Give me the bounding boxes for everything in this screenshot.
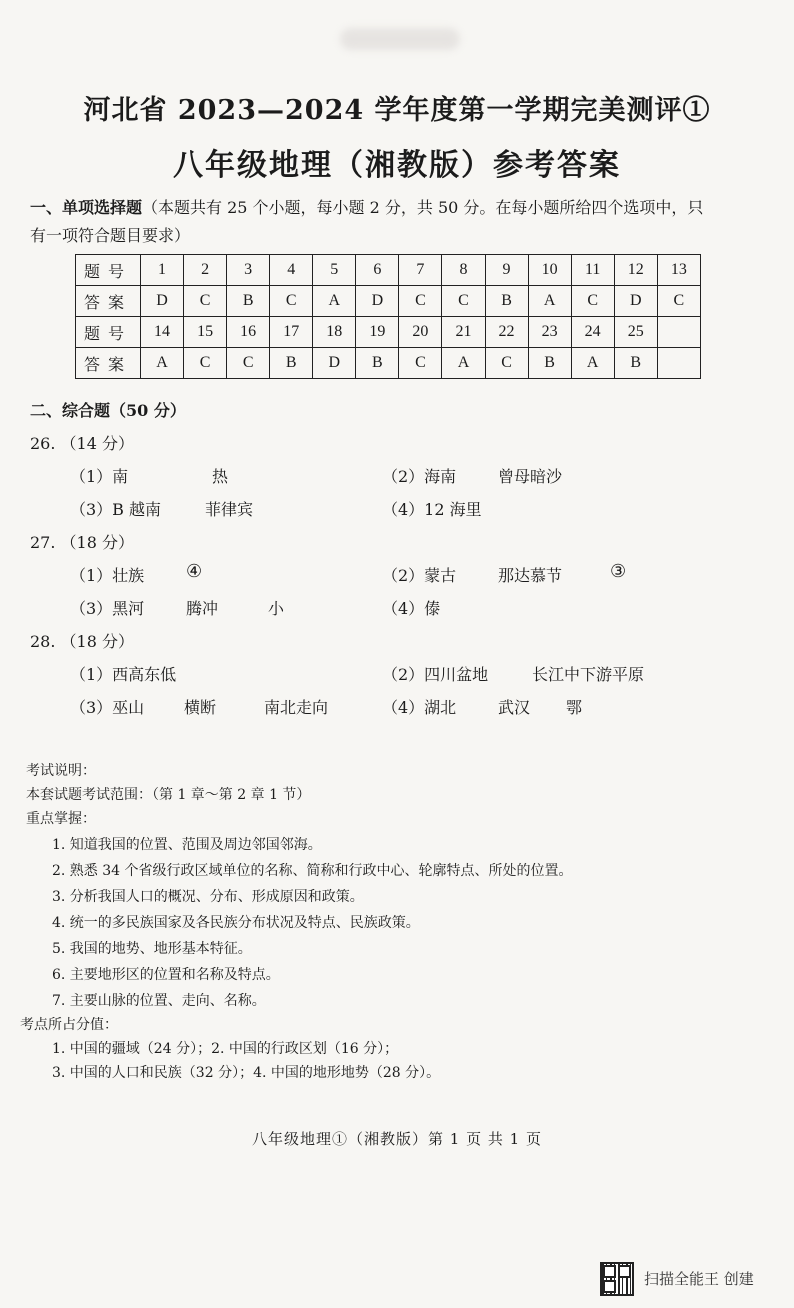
q28-answer4c: 鄂 — [566, 698, 583, 717]
focus-item: 6. 主要地形区的位置和名称及特点。 — [52, 967, 280, 983]
table-row — [76, 255, 701, 286]
answer-cell: D — [356, 286, 399, 317]
q28-label: 28. （18 分） — [30, 632, 134, 651]
q27-answer1: （1）壮族 — [70, 566, 145, 585]
q26-answer1b: 热 — [212, 467, 229, 486]
page-subtitle: 八年级地理（湘教版）参考答案 — [173, 148, 621, 183]
answer-cell: C — [442, 286, 485, 317]
question-number: 1 — [141, 255, 184, 286]
q27-answer1b: ④ — [186, 561, 203, 582]
q28-row1 — [0, 662, 794, 684]
score-title: 考点所占分值： — [20, 1017, 118, 1033]
answer-cell: B — [614, 348, 657, 379]
answer-cell: A — [571, 348, 614, 379]
q27-answer2b: 那达慕节 — [498, 566, 563, 585]
question-number: 25 — [614, 317, 657, 348]
question-number-label: 题号 — [76, 317, 141, 348]
answer-cell: B — [485, 286, 528, 317]
answer-cell: C — [657, 286, 700, 317]
q26-answer2b: 曾母暗沙 — [498, 467, 563, 486]
q27-row1 — [0, 563, 794, 585]
q28-answer1: （1）西高东低 — [70, 665, 177, 684]
score-line: 3. 中国的人口和民族（32 分）；4. 中国的地形地势（28 分）。 — [52, 1065, 441, 1081]
answer-cell: C — [399, 286, 442, 317]
answer-cell: C — [270, 286, 313, 317]
question-number-label: 题号 — [76, 255, 141, 286]
q28-answer4: （4）湖北 — [382, 698, 457, 717]
section1-desc-line1: （本题共有 25 个小题，每小题 2 分，共 50 分。在每小题所给四个选项中，只 — [142, 198, 704, 217]
table-row — [76, 348, 701, 379]
q27-answer3c: 小 — [268, 599, 285, 618]
table-row — [76, 286, 701, 317]
question-number: 11 — [571, 255, 614, 286]
q26-answer4: （4）12 海里 — [382, 500, 482, 519]
q28-answer3: （3）巫山 — [70, 698, 145, 717]
question-number: 8 — [442, 255, 485, 286]
q26-answer2: （2）海南 — [382, 467, 457, 486]
answer-cell: A — [141, 348, 184, 379]
answer-cell: C — [184, 348, 227, 379]
question-number: 23 — [528, 317, 571, 348]
focus-item: 4. 统一的多民族国家及各民族分布状况及特点、民族政策。 — [52, 915, 420, 931]
section1-heading — [30, 194, 774, 250]
answer-cell: C — [571, 286, 614, 317]
question-number: 12 — [614, 255, 657, 286]
question-number: 21 — [442, 317, 485, 348]
question-number: 9 — [485, 255, 528, 286]
q27-answer4: （4）傣 — [382, 599, 441, 618]
question-number: 22 — [485, 317, 528, 348]
qr-code-icon — [600, 1262, 634, 1296]
answer-cell — [657, 348, 700, 379]
answer-cell: B — [356, 348, 399, 379]
q28-row2 — [0, 695, 794, 717]
answer-cell: A — [528, 286, 571, 317]
scanner-brand: 扫描全能王 创建 — [644, 1270, 754, 1288]
q28-answer4b: 武汉 — [498, 698, 531, 717]
question-number: 24 — [571, 317, 614, 348]
page-footer: 八年级地理①（湘教版）第 1 页 共 1 页 — [252, 1130, 542, 1148]
q27-answer3: （3）黑河 — [70, 599, 145, 618]
answer-cell: B — [270, 348, 313, 379]
q26-answer3: （3）B 越南 — [70, 500, 162, 519]
section2-heading: 二、综合题（50 分） — [30, 401, 186, 420]
answer-table — [75, 254, 701, 379]
question-number: 6 — [356, 255, 399, 286]
question-number — [657, 317, 700, 348]
question-number: 2 — [184, 255, 227, 286]
q28-answer3c: 南北走向 — [264, 698, 329, 717]
question-number: 7 — [399, 255, 442, 286]
q26-label: 26. （14 分） — [30, 434, 134, 453]
q27-answer2: （2）蒙古 — [382, 566, 457, 585]
answer-cell: D — [614, 286, 657, 317]
q26-row1 — [0, 464, 794, 486]
answer-cell: A — [442, 348, 485, 379]
answer-cell: D — [313, 348, 356, 379]
answer-label: 答案 — [76, 286, 141, 317]
question-number: 4 — [270, 255, 313, 286]
answer-cell: C — [184, 286, 227, 317]
answer-cell: C — [485, 348, 528, 379]
scan-smudge — [340, 28, 460, 50]
section1-desc-line2: 有一项符合题目要求） — [30, 226, 191, 245]
question-number: 10 — [528, 255, 571, 286]
q26-answer3b: 菲律宾 — [205, 500, 254, 519]
focus-item: 1. 知道我国的位置、范围及周边邻国邻海。 — [52, 837, 322, 853]
question-number: 18 — [313, 317, 356, 348]
section1-title: 一、单项选择题 — [30, 198, 143, 217]
question-number: 20 — [399, 317, 442, 348]
question-number: 16 — [227, 317, 270, 348]
focus-item: 7. 主要山脉的位置、走向、名称。 — [52, 993, 266, 1009]
answer-cell: C — [399, 348, 442, 379]
question-number: 14 — [141, 317, 184, 348]
answer-cell: D — [141, 286, 184, 317]
answer-label: 答案 — [76, 348, 141, 379]
question-number: 13 — [657, 255, 700, 286]
q27-answer3b: 腾冲 — [186, 599, 219, 618]
focus-title: 重点掌握： — [26, 811, 96, 827]
question-number: 17 — [270, 317, 313, 348]
score-line: 1. 中国的疆域（24 分）；2. 中国的行政区划（16 分）； — [52, 1041, 399, 1057]
q26-answer1: （1）南 — [70, 467, 129, 486]
answer-cell: B — [528, 348, 571, 379]
q27-label: 27. （18 分） — [30, 533, 134, 552]
question-number: 15 — [184, 317, 227, 348]
focus-item: 5. 我国的地势、地形基本特征。 — [52, 941, 252, 957]
q28-answer3b: 横断 — [184, 698, 217, 717]
exam-notes-title: 考试说明： — [26, 763, 96, 779]
q27-row2 — [0, 596, 794, 618]
table-row — [76, 317, 701, 348]
answer-cell: C — [227, 348, 270, 379]
focus-item: 2. 熟悉 34 个省级行政区域单位的名称、简称和行政中心、轮廓特点、所处的位置。 — [52, 863, 573, 879]
question-number: 5 — [313, 255, 356, 286]
q27-answer2c: ③ — [610, 561, 627, 582]
question-number: 19 — [356, 317, 399, 348]
answer-cell: A — [313, 286, 356, 317]
q26-row2 — [0, 497, 794, 519]
answer-cell: B — [227, 286, 270, 317]
focus-item: 3. 分析我国人口的概况、分布、形成原因和政策。 — [52, 889, 364, 905]
question-number: 3 — [227, 255, 270, 286]
q28-answer2b: 长江中下游平原 — [532, 665, 645, 684]
page-title: 河北省 2023—2024 学年度第一学期完美测评① — [83, 95, 711, 126]
q28-answer2: （2）四川盆地 — [382, 665, 489, 684]
exam-scope: 本套试题考试范围：（第 1 章～第 2 章 1 节） — [26, 787, 311, 803]
